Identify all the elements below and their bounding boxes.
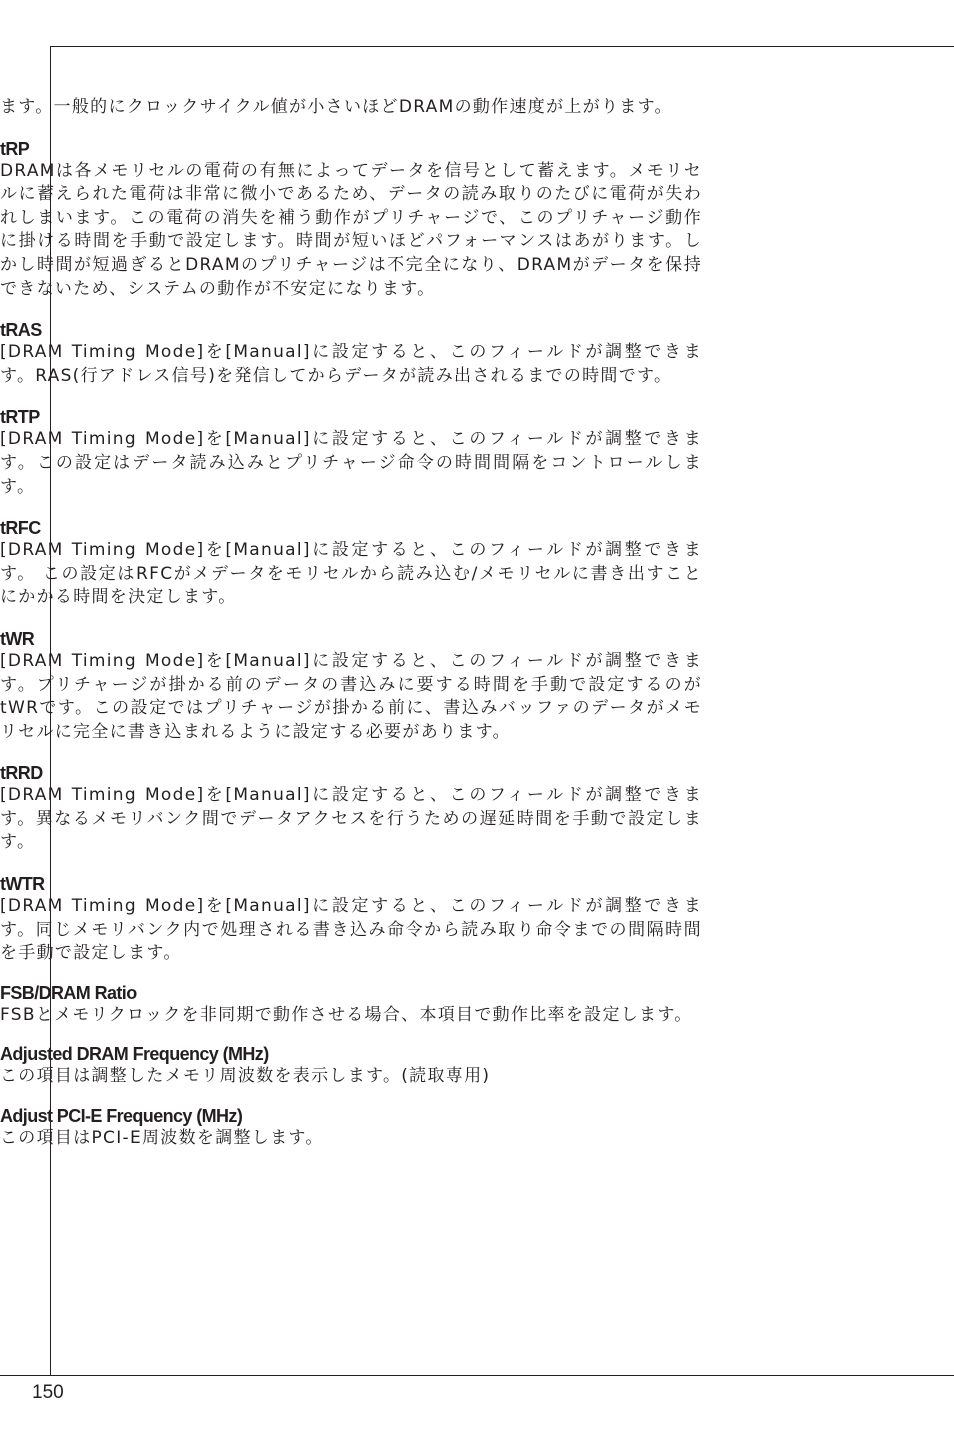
subsection-trfc [0,517,954,610]
section-title: Adjust PCI-E Frequency (MHz) [0,1106,243,1127]
manual-page-content [0,96,954,1151]
section-fsb-dram-ratio [0,982,954,1028]
subsection-twr [0,628,954,744]
section-body: FSBとメモリクロックを非同期で動作させる場合、本項目で動作比率を設定します。 [0,1004,693,1025]
subsection-trtp [0,406,954,499]
subsection-body: [DRAM Timing Mode]を[Manual]に設定すると、このフィールドが調整できます。RAS(行アドレス信号)を発信してからデータが読み出されるまでの時間です。 [0,342,702,386]
section-title: FSB/DRAM Ratio [0,982,137,1003]
subsection-tras [0,319,954,388]
subsection-body: [DRAM Timing Mode]を[Manual]に設定すると、このフィールドが調整できます。プリチャージが掛かる前のデータの書込みに要する時間を手動で設定するのがtWRです。この設定ではプリチャージが掛かる前に、書込みバッファのデータがメモリセルに完全に書き込まれるように設定する必要があります。 [0,650,702,742]
subsection-trp [0,138,954,302]
page-number: 150 [32,1382,64,1403]
page-frame-top-rule [50,46,954,47]
subsection-title: tRFC [0,518,41,539]
subsection-body: [DRAM Timing Mode]を[Manual]に設定すると、このフィールドが調整できます。同じメモリバンク内で処理される書き込み命令から読み取り命令までの間隔時間を手動で設定します。 [0,896,702,964]
subsection-body: [DRAM Timing Mode]を[Manual]に設定すると、このフィールドが調整できます。 この設定はRFCがメデータをモリセルから読み込む/メモリセルに書き出すことにかかる時間を決定します。 [0,540,702,608]
intro-paragraph: ます。一般的にクロックサイクル値が小さいほどDRAMの動作速度が上がります。 [0,97,673,117]
subsection-body: [DRAM Timing Mode]を[Manual]に設定すると、このフィールドが調整できます。この設定はデータ読み込みとプリチャージ命令の時間間隔をコントロールします。 [0,429,702,497]
subsection-title: tWR [0,628,35,649]
page-frame-bottom-rule [0,1375,954,1376]
subsection-body: DRAMは各メモリセルの電荷の有無によってデータを信号として蓄えます。メモリセルに蓄えられた電荷は非常に微小であるため、データの読み取りのたびに電荷が失われしまいます。この電荷の消失を補う動作がプリチャージで、このプリチャージ動作に掛ける時間を手動で設定します。時間が短いほどパフォーマンスはあがります。しかし時間が短過ぎるとDRAMのプリチャージは不完全になり、DRAMがデータを保持できないため、システムの動作が不安定になります。 [0,160,702,299]
section-adjust-pcie-frequency [0,1105,954,1151]
subsection-trrd [0,762,954,855]
subsection-twtr [0,873,954,966]
subsection-title: tRRD [0,763,43,784]
subsection-title: tRTP [0,407,40,428]
subsection-title: tRAS [0,320,42,341]
subsection-title: tRP [0,138,30,159]
section-title: Adjusted DRAM Frequency (MHz) [0,1044,269,1065]
section-adjusted-dram-frequency [0,1043,954,1089]
section-body: この項目は調整したメモリ周波数を表示します。(読取専用) [0,1066,491,1087]
section-body: この項目はPCI-E周波数を調整します。 [0,1128,324,1149]
subsection-title: tWTR [0,874,45,895]
subsection-body: [DRAM Timing Mode]を[Manual]に設定すると、このフィールドが調整できます。異なるメモリバンク間でデータアクセスを行うための遅延時間を手動で設定します。 [0,785,702,853]
